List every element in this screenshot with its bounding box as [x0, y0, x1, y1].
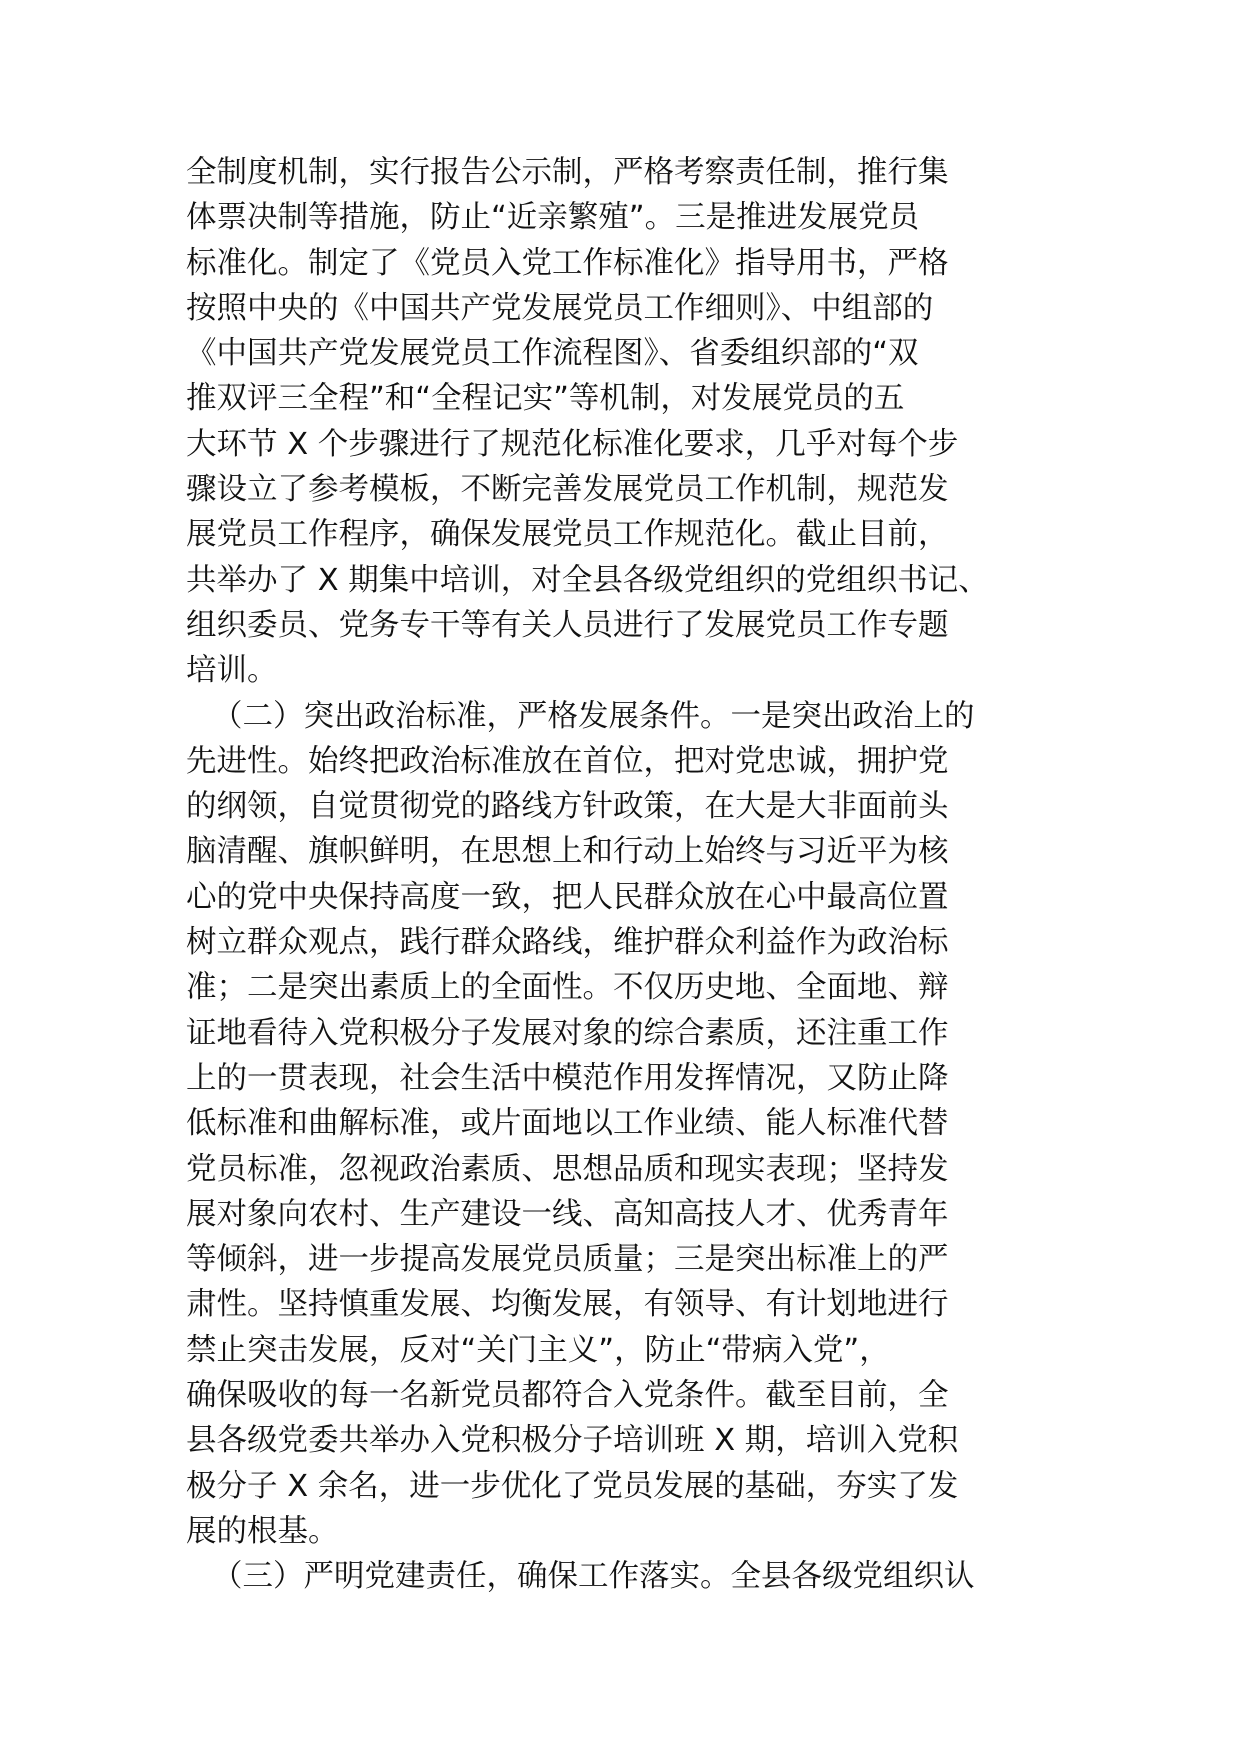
text-line: 低标准和曲解标准，或片面地以工作业绩、能人标准代替: [186, 1106, 949, 1142]
text-line: 培训。: [186, 653, 278, 689]
section-heading-line: （三）严明党建责任，确保工作落实。全县各级党组织认: [212, 1559, 975, 1595]
text-line: 展的根基。: [186, 1513, 339, 1549]
section-heading-line: （二）突出政治标准，严格发展条件。一是突出政治上的: [212, 698, 975, 734]
text-line: 等倾斜，进一步提高发展党员质量；三是突出标准上的严: [186, 1242, 949, 1278]
text-line: 证地看待入党积极分子发展对象的综合素质，还注重工作: [186, 1015, 949, 1051]
text-line: 的纲领，自觉贯彻党的路线方针政策，在大是大非面前头: [186, 789, 949, 825]
text-line: 标准化。制定了《党员入党工作标准化》指导用书，严格: [186, 245, 949, 281]
text-line: 准；二是突出素质上的全面性。不仅历史地、全面地、辩: [186, 970, 949, 1006]
text-line: 禁止突击发展，反对“关门主义”，防止“带病入党”，: [186, 1332, 890, 1368]
text-line: 体票决制等措施，防止“近亲繁殖”。三是推进发展党员: [186, 200, 920, 236]
text-line: 极分子 X 余名，进一步优化了党员发展的基础，夯实了发: [186, 1468, 959, 1504]
text-line: 确保吸收的每一名新党员都符合入党条件。截至目前，全: [186, 1378, 949, 1414]
text-line: 县各级党委共举办入党积极分子培训班 X 期，培训入党积: [186, 1423, 959, 1459]
text-line: 先进性。始终把政治标准放在首位，把对党忠诚，拥护党: [186, 743, 949, 779]
body-text: [186, 150, 1066, 1600]
text-line: 肃性。坚持慎重发展、均衡发展，有领导、有计划地进行: [186, 1287, 949, 1323]
text-line: 组织委员、党务专干等有关人员进行了发展党员工作专题: [186, 607, 949, 643]
text-line: 《中国共产党发展党员工作流程图》、省委组织部的“双: [186, 336, 919, 372]
text-line: 大环节 X 个步骤进行了规范化标准化要求，几乎对每个步: [186, 426, 959, 462]
text-line: 推双评三全程”和“全程记实”等机制，对发展党员的五: [186, 381, 905, 417]
text-line: 骤设立了参考模板，不断完善发展党员工作机制，规范发: [186, 472, 949, 508]
text-line: 树立群众观点，践行群众路线，维护群众利益作为政治标: [186, 925, 949, 961]
text-line: 上的一贯表现，社会生活中模范作用发挥情况，又防止降: [186, 1060, 949, 1096]
text-line: 共举办了 X 期集中培训，对全县各级党组织的党组织书记、: [186, 562, 989, 598]
text-line: 按照中央的《中国共产党发展党员工作细则》、中组部的: [186, 290, 934, 326]
text-line: 党员标准，忽视政治素质、思想品质和现实表现；坚持发: [186, 1151, 949, 1187]
text-line: 展党员工作程序，确保发展党员工作规范化。截止目前，: [186, 517, 949, 553]
text-line: 展对象向农村、生产建设一线、高知高技人才、优秀青年: [186, 1196, 949, 1232]
text-line: 脑清醒、旗帜鲜明，在思想上和行动上始终与习近平为核: [186, 834, 949, 870]
text-line: 全制度机制，实行报告公示制，严格考察责任制，推行集: [186, 155, 949, 190]
text-line: 心的党中央保持高度一致，把人民群众放在心中最高位置: [186, 879, 949, 915]
